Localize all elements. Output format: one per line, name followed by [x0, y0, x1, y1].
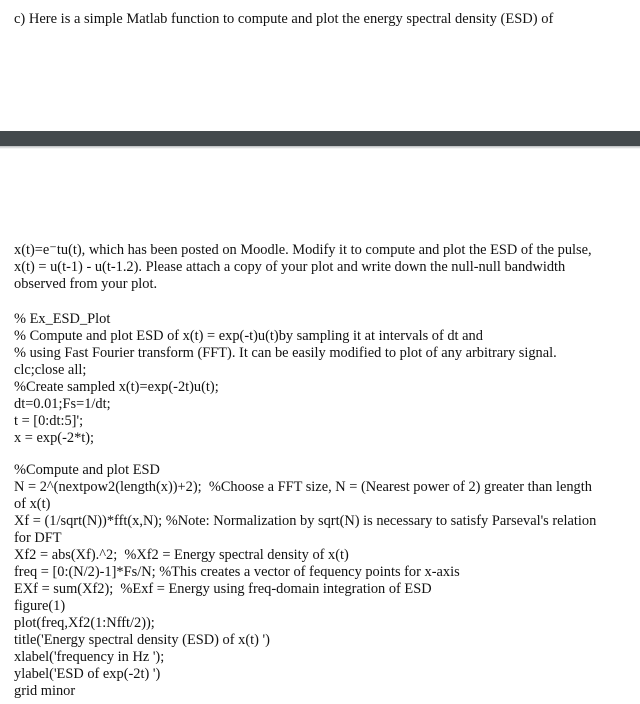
code-line: ylabel('ESD of exp(-2t) ')	[14, 666, 161, 682]
code-line: for DFT	[14, 530, 62, 546]
code-line: EXf = sum(Xf2); %Exf = Energy using freq-domain integration of ESD	[14, 581, 432, 597]
code-line: dt=0.01;Fs=1/dt;	[14, 396, 111, 412]
code-line: of x(t)	[14, 496, 51, 512]
intro-line: x(t)=e⁻tu(t), which has been posted on Moodle. Modify it to compute and plot the ESD of the pulse,	[14, 242, 592, 258]
code-line: % using Fast Fourier transform (FFT). It can be easily modified to plot of any arbitrary signal.	[14, 345, 557, 361]
code-line: figure(1)	[14, 598, 66, 614]
code-line: %Create sampled x(t)=exp(-2t)u(t);	[14, 379, 219, 395]
code-line: title('Energy spectral density (ESD) of x(t) ')	[14, 632, 270, 648]
question-intro	[14, 242, 626, 293]
question-heading: c) Here is a simple Matlab function to compute and plot the energy spectral density (ESD) of	[14, 11, 554, 27]
code-line: Xf2 = abs(Xf).^2; %Xf2 = Energy spectral density of x(t)	[14, 547, 349, 563]
code-line: freq = [0:(N/2)-1]*Fs/N; %This creates a vector of fequency points for x-axis	[14, 564, 460, 580]
code-line: plot(freq,Xf2(1:Nfft/2));	[14, 615, 155, 631]
matlab-code-setup	[14, 311, 626, 447]
code-line: xlabel('frequency in Hz ');	[14, 649, 165, 665]
code-line: N = 2^(nextpow2(length(x))+2); %Choose a FFT size, N = (Nearest power of 2) greater than length	[14, 479, 592, 495]
code-line: x = exp(-2*t);	[14, 430, 95, 446]
code-line: % Compute and plot ESD of x(t) = exp(-t)u(t)by sampling it at intervals of dt and	[14, 328, 483, 344]
code-line: % Ex_ESD_Plot	[14, 311, 111, 327]
intro-line: x(t) = u(t-1) - u(t-1.2). Please attach a copy of your plot and write down the null-null bandwidth	[14, 259, 566, 275]
code-line: %Compute and plot ESD	[14, 462, 160, 478]
code-line: Xf = (1/sqrt(N))*fft(x,N); %Note: Normalization by sqrt(N) is necessary to satisfy Parseval's relation	[14, 513, 597, 529]
matlab-code-esd	[14, 462, 626, 700]
code-line: t = [0:dt:5]';	[14, 413, 84, 429]
code-line: clc;close all;	[14, 362, 87, 378]
code-line: grid minor	[14, 683, 76, 699]
page-divider	[0, 131, 640, 146]
page-divider-shadow	[0, 146, 640, 149]
intro-line: observed from your plot.	[14, 276, 158, 292]
